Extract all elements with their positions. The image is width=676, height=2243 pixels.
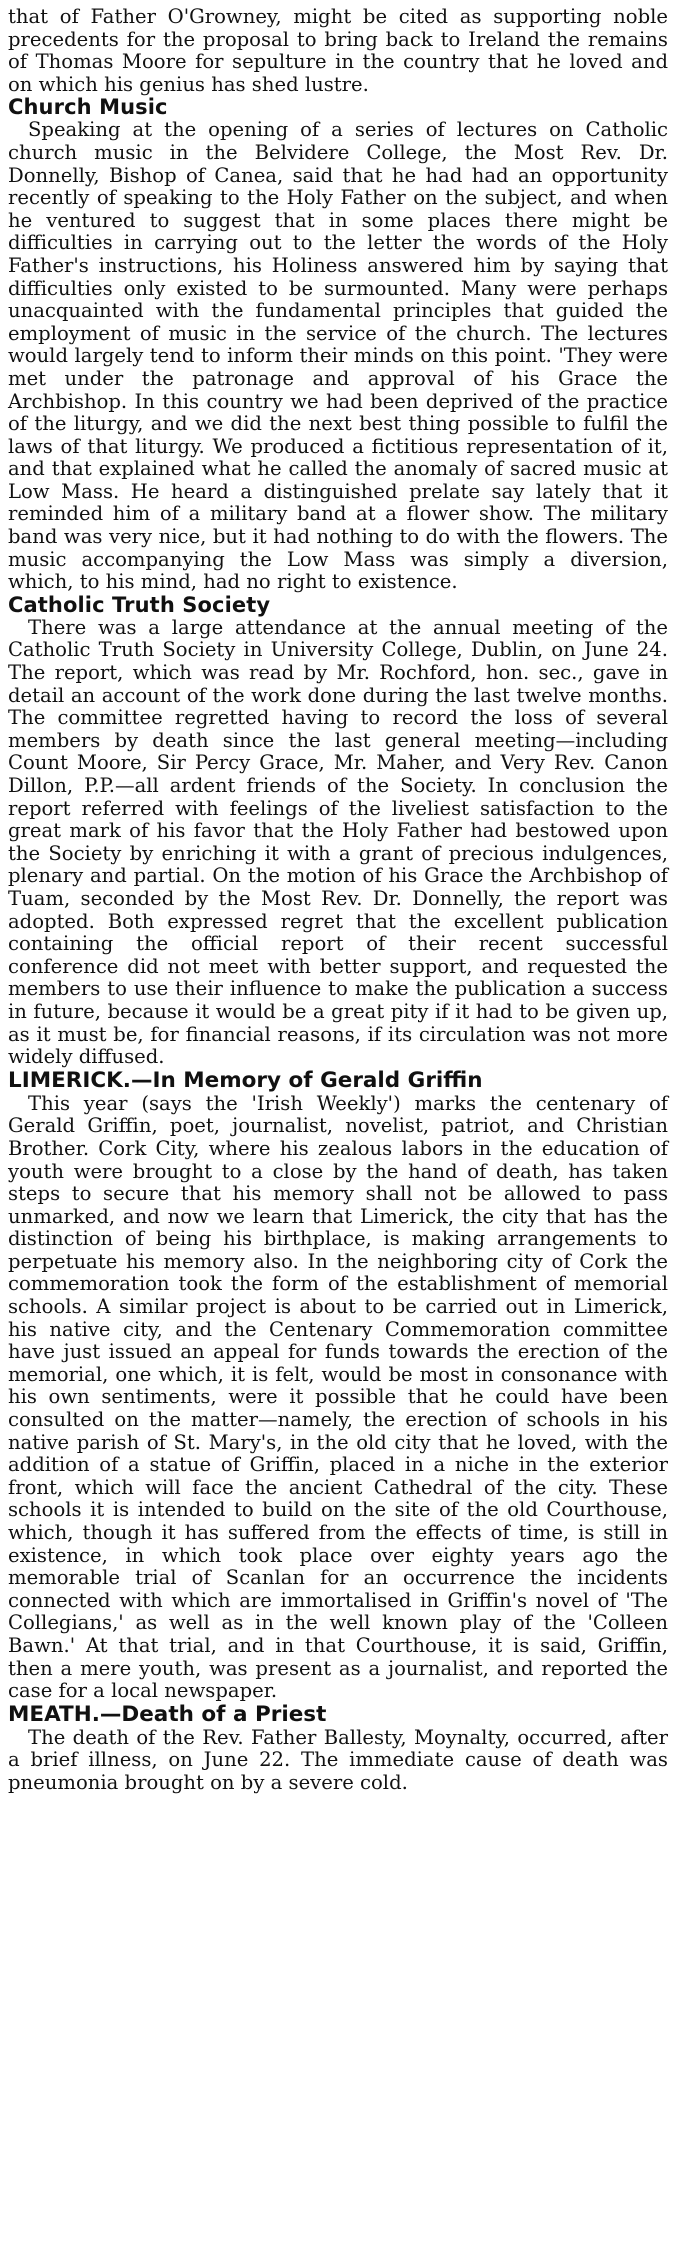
section-body: There was a large attendance at the annual meeting of the Catholic Truth Society in University College, Dublin, on June 24. The report, which was read by Mr. Rochford, hon. sec., gave in detail an account of the work done during the last twelve months. The committee regretted having to record the loss of several members by death since the last general meeting—including Count Moore, Sir Percy Grace, Mr. Maher, and Very Rev. Canon Dillon, P.P.—all ardent friends of the Society. In conclusion the report referred with feelings of the liveliest satisfaction to the great mark of his favor that the Holy Father had bestowed upon the Society by enriching it with a grant of precious indulgences, plenary and partial. On the motion of his Grace the Archbishop of Tuam, seconded by the Most Rev. Dr. Donnelly, the report was adopted. Both expressed regret that the excellent publication containing the official report of their recent successful conference did not meet with better support, and requested the members to use their influence to make the publication a success in future, because it would be a great pity if it had to be given up, as it must be, for financial reasons, if its circulation was not more widely diffused. — [8, 615, 668, 1069]
section-heading: Catholic Truth Society — [8, 592, 271, 617]
section-body: This year (says the 'Irish Weekly') marks the centenary of Gerald Griffin, poet, journalist, novelist, patriot, and Christian Brother. Cork City, where his zealous labors in the education of youth were brought to a close by the hand of death, has taken steps to secure that his memory shall not be allowed to pass unmarked, and now we learn that Limerick, the city that has the distinction of being his birthplace, is making arrangements to perpetuate his memory also. In the neighboring city of Cork the commemoration took the form of the establishment of memorial schools. A similar project is about to be carried out in Limerick, his native city, and the Centenary Commemoration committee have just issued an appeal for funds towards the erection of the memorial, one which, it is felt, would be most in consonance with his own sentiments, were it possible that he could have been consulted on the matter—namely, the erection of schools in his native parish of St. Mary's, in the old city that he loved, with the addition of a statue of Griffin, placed in a niche in the exterior front, which will face the ancient Cathedral of the city. These schools it is intended to build on the site of the old Courthouse, which, though it has suffered from the effects of time, is still in existence, in which took place over eighty years ago the memorable trial of Scanlan for an occurrence the incidents connected with which are immortalised in Griffin's novel of 'The Collegians,' as well as in the well known play of the 'Colleen Bawn.' At that trial, and in that Courthouse, it is said, Griffin, then a mere youth, was present as a journalist, and reported the case for a local newspaper. — [8, 1091, 668, 1703]
section-heading: MEATH.—Death of a Priest — [8, 1701, 327, 1727]
section-body: The death of the Rev. Father Ballesty, Moynalty, occurred, after a brief illness, on June 22. The immediate cause of death was pneumonia brought on by a severe cold. — [8, 1725, 668, 1794]
section-catholic-truth-society — [8, 594, 668, 1069]
section-heading: LIMERICK.—In Memory of Gerald Griffin — [8, 1067, 483, 1093]
section-heading: Church Music — [8, 95, 168, 120]
section-limerick-gerald-griffin — [8, 1069, 668, 1703]
article-fragment-intro: that of Father O'Growney, might be cited as supporting noble precedents for the proposal to bring back to Ireland the remains of Thomas Moore for sepulture in the country that he loved and on which his genius has shed lustre. — [8, 5, 668, 96]
section-body: Speaking at the opening of a series of lectures on Catholic church music in the Belvidere College, the Most Rev. Dr. Donnelly, Bishop of Canea, said that he had had an opportunity recently of speaking to the Holy Father on the subject, and when he ventured to suggest that in some places there might be difficulties in carrying out to the letter the words of the Holy Father's instructions, his Holiness answered him by saying that difficulties only existed to be surmounted. Many were perhaps unacquainted with the fundamental principles that guided the employment of music in the service of the church. The lectures would largely tend to inform their minds on this point. 'They were met under the patronage and approval of his Grace the Archbishop. In this country we had been deprived of the practice of the liturgy, and we did the next best thing possible to fulfil the laws of that liturgy. We produced a fictitious representation of it, and that explained what he called the anomaly of sacred music at Low Mass. He heard a distinguished prelate say lately that it reminded him of a military band at a flower show. The military band was very nice, but it had nothing to do with the flowers. The music accompanying the Low Mass was simply a diversion, which, to his mind, had no right to existence. — [8, 118, 668, 594]
section-meath-death-of-priest — [8, 1703, 668, 1795]
section-church-music — [8, 96, 668, 593]
